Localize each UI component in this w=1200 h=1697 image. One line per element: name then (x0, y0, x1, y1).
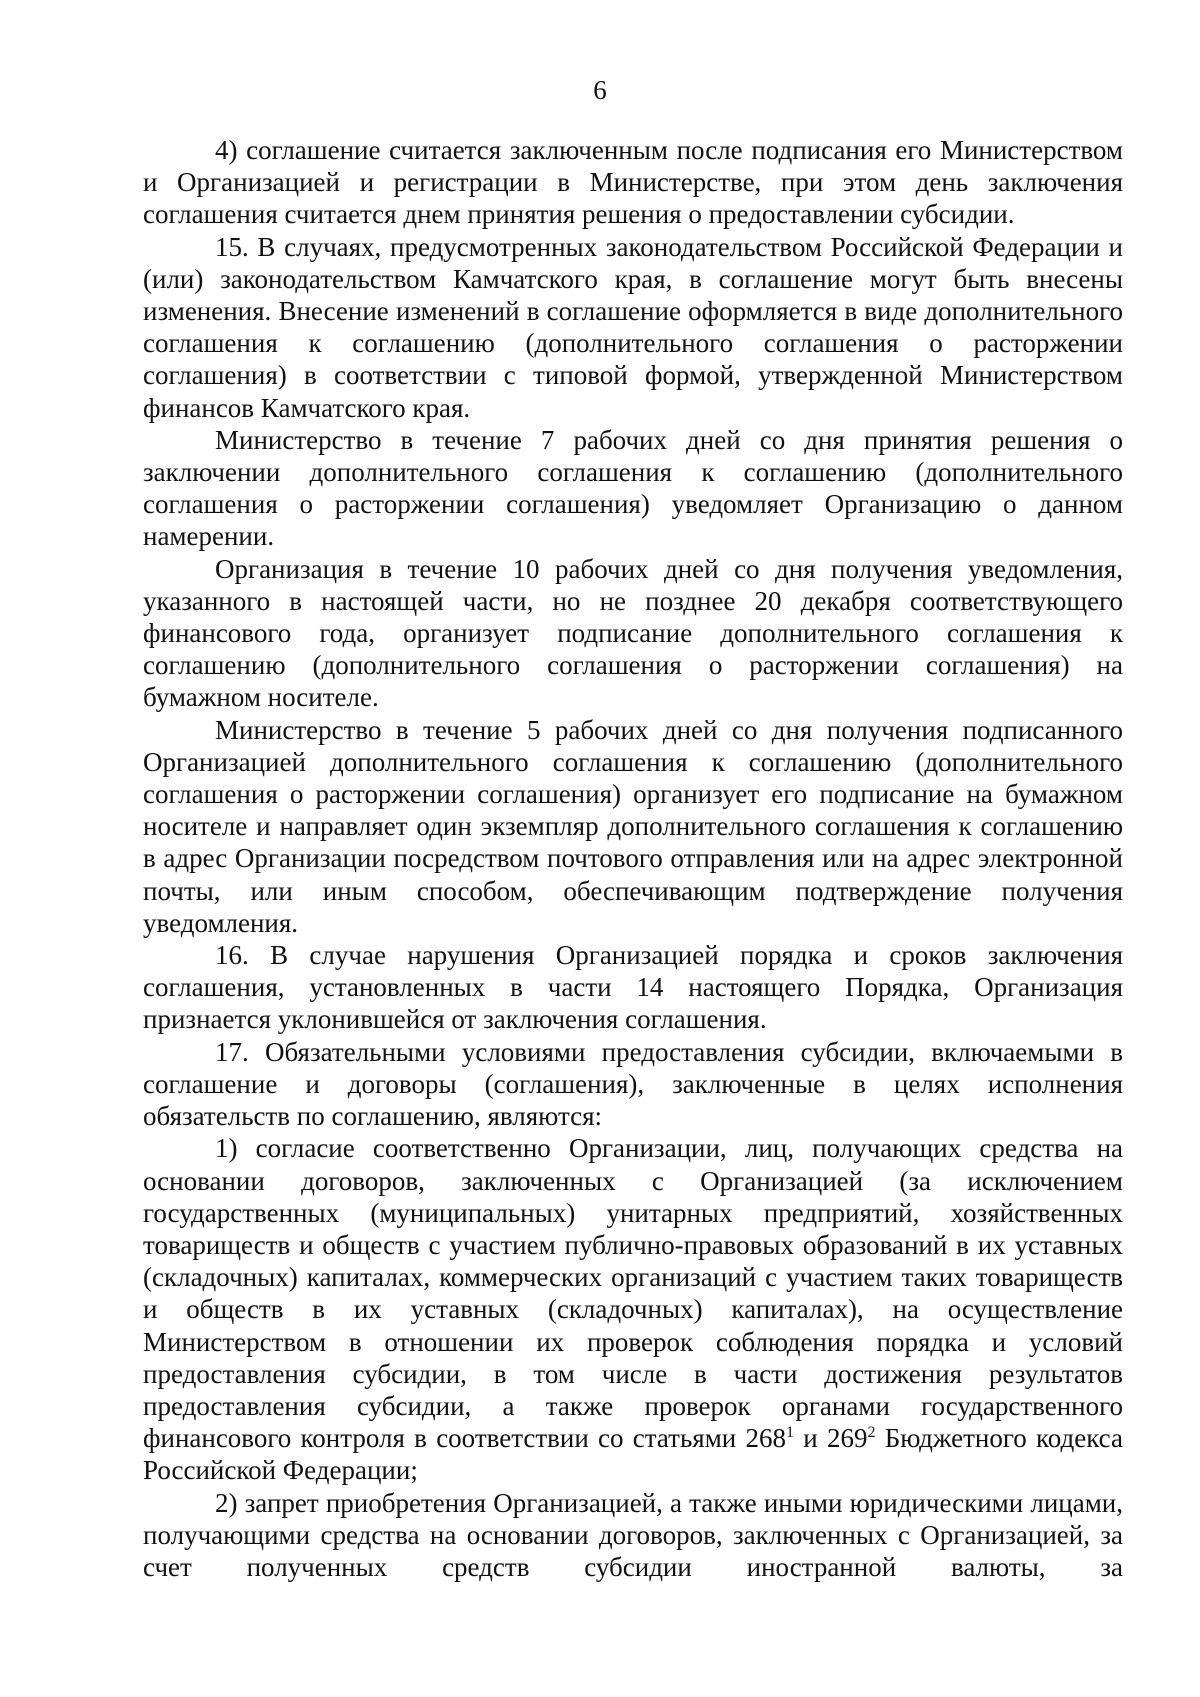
paragraph-14-item-4: 4) соглашение считается заключенным после подписания его Министерством и Организацией и регистрации в Министерстве, при этом день заключения соглашения считается днем принятия решения о предоставлении субсидии. (143, 135, 1123, 230)
page-number: 6 (593, 75, 607, 105)
paragraph-16: 16. В случае нарушения Организацией порядка и сроков заключения соглашения, установленных в части 14 настоящего Порядка, Организация признается уклонившейся от заключения соглашения. (143, 940, 1123, 1035)
item1-text-after: Бюджетного кодекса Российской Федерации; (143, 1423, 1123, 1486)
paragraph-organization-signing: Организация в течение 10 рабочих дней со дня получения уведомления, указанного в настоящей части, но не позднее 20 декабря соответствующего финансового года, организует подписание дополнительного соглашения к соглашению (дополнительного соглашения о расторжении соглашения) на бумажном носителе. (143, 553, 1123, 713)
paragraph-ministry-signing: Министерство в течение 5 рабочих дней со дня получения подписанного Организацией дополнительного соглашения к соглашению (дополнительного соглашения о расторжении соглашения) организует его подписание на бумажном носителе и направляет один экземпляр дополнительного соглашения к соглашению в адрес Организации посредством почтового отправления или на адрес электронной почты, или иным способом, обеспечивающим подтверждение получения уведомления. (143, 714, 1123, 938)
item1-text-before: 1) согласие соответственно Организации, лиц, получающих средства на основании договоров, заключенных с Организацией (за исключением государственных (муниципальных) унитарных предприятий, хозяйственных товариществ и обществ с участием публично-правовых образований в их уставных (складочных) капиталах, коммерческих организаций с участием таких товариществ и обществ в их уставных (складочных) капиталах), на осуществление Министерством в отношении их проверок соблюдения порядка и условий предоставления субсидии, в том числе в части достижения результатов предоставления субсидии, а также проверок органами государственного финансового контроля в соответствии со статьями 268 (143, 1133, 1123, 1454)
paragraph-17-item-1 (143, 1132, 1123, 1486)
document-body (143, 134, 1123, 1583)
paragraph-15: 15. В случаях, предусмотренных законодательством Российской Федерации и (или) законодательством Камчатского края, в соглашение могут быть внесены изменения. Внесение изменений в соглашение оформляется в виде дополнительного соглашения к соглашению (дополнительного соглашения о расторжении соглашения) в соответствии с типовой формой, утвержденной Министерством финансов Камчатского края. (143, 231, 1123, 423)
item1-text-mid: и 269 (794, 1423, 868, 1454)
paragraph-17-item-2: 2) запрет приобретения Организацией, а также иными юридическими лицами, получающими средства на основании договоров, заключенных с Организацией, за счет полученных средств субсидии иностранной валюты, за (143, 1487, 1123, 1582)
superscript-2: 2 (867, 1424, 876, 1442)
superscript-1: 1 (786, 1424, 795, 1442)
paragraph-17: 17. Обязательными условиями предоставления субсидии, включаемыми в соглашение и договоры (соглашения), заключенные в целях исполнения обязательств по соглашению, являются: (143, 1036, 1123, 1132)
paragraph-ministry-notice: Министерство в течение 7 рабочих дней со дня принятия решения о заключении дополнительного соглашения к соглашению (дополнительного соглашения о расторжении соглашения) уведомляет Организацию о данном намерении. (143, 424, 1123, 552)
